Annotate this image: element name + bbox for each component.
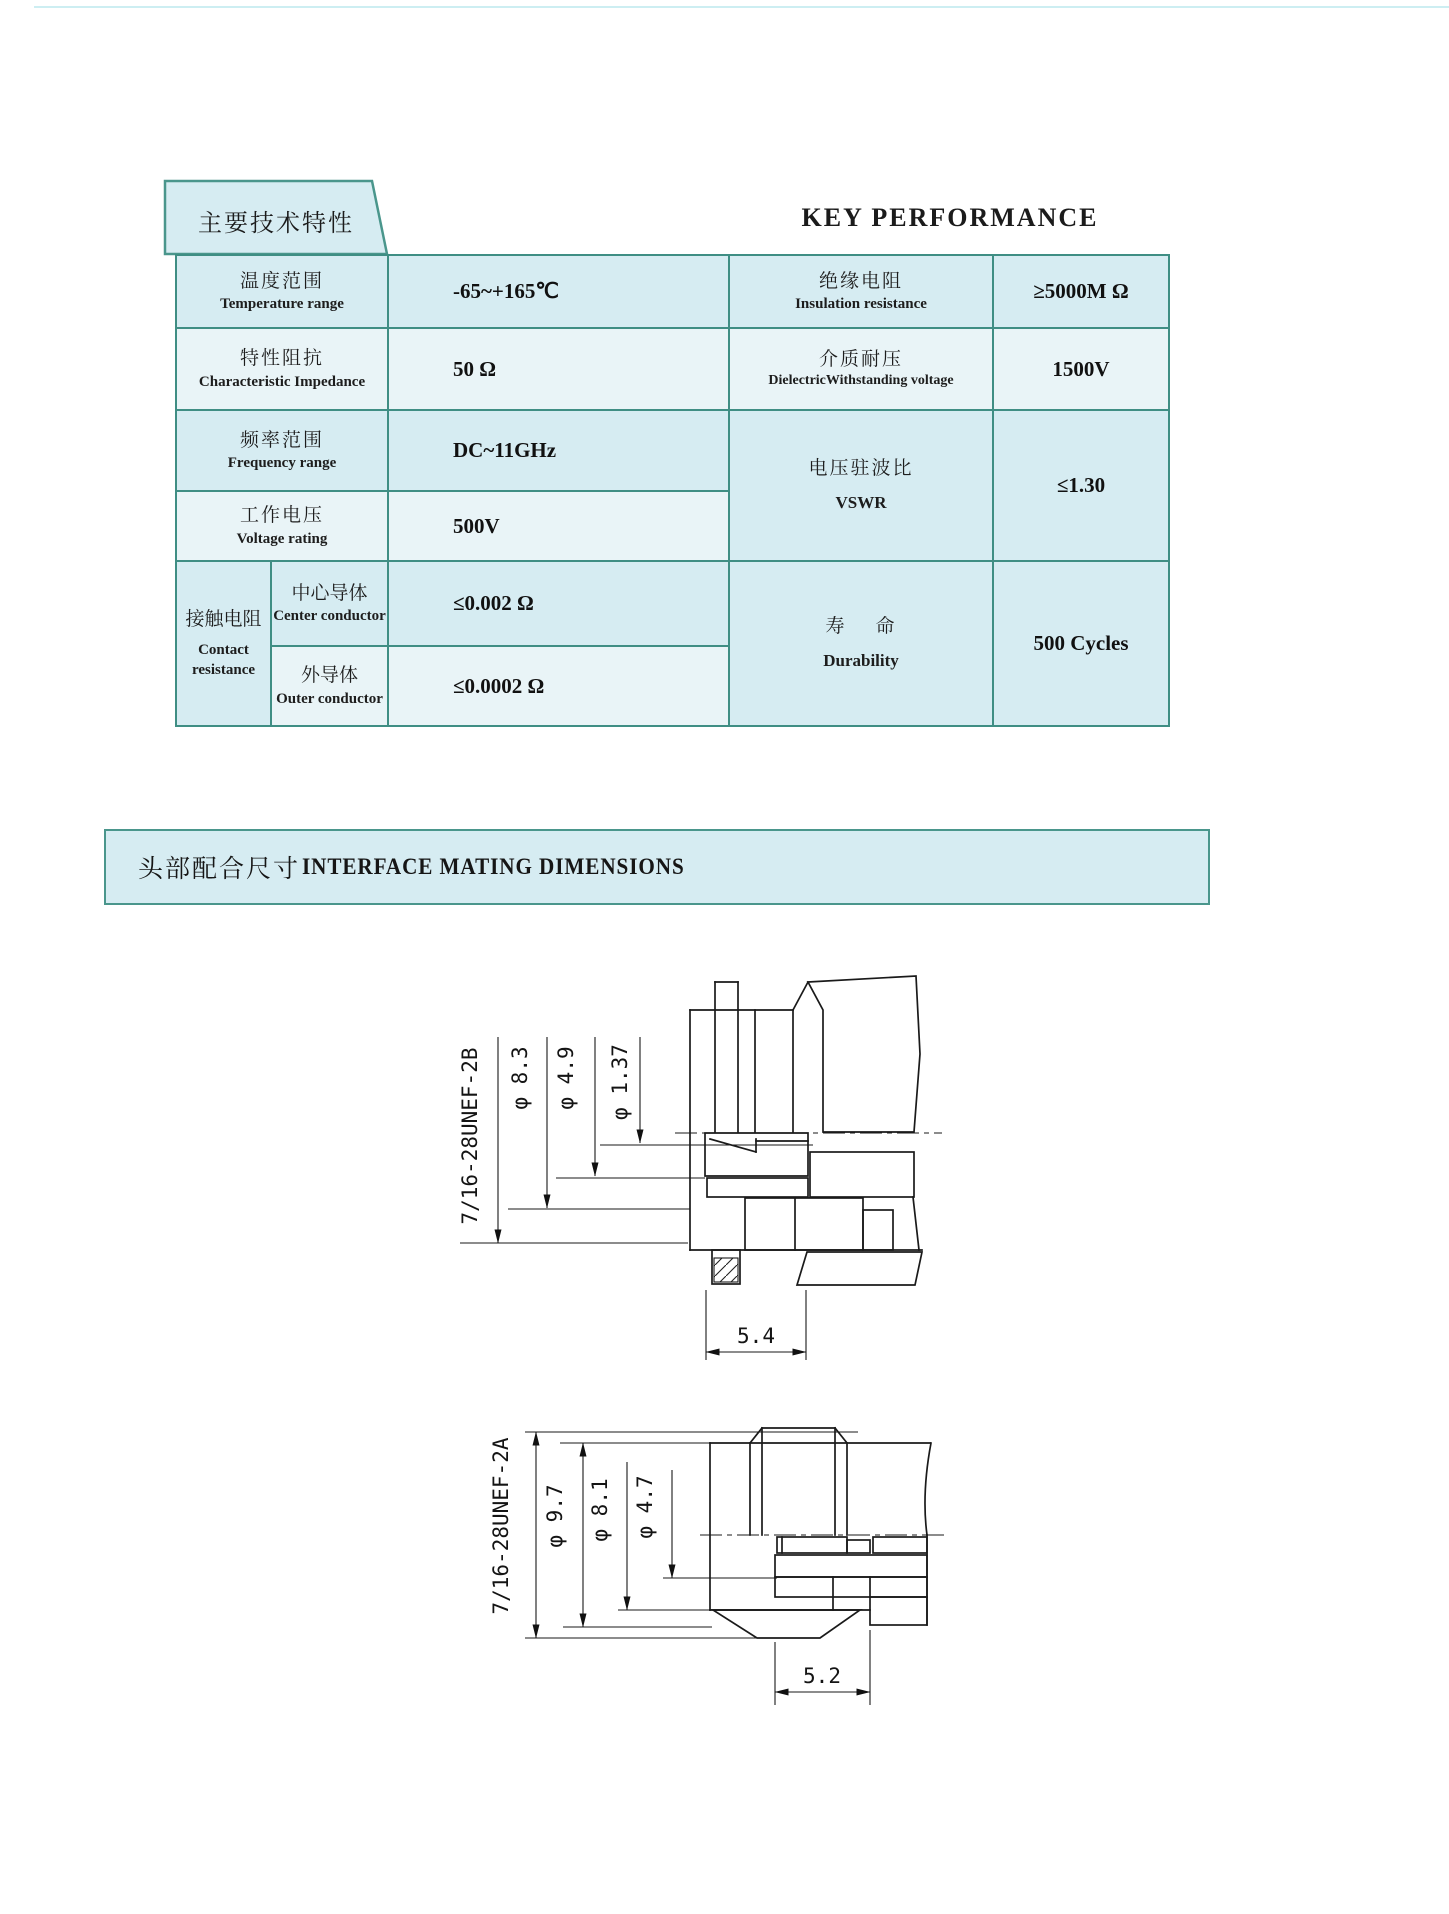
interface-title-en: INTERFACE MATING DIMENSIONS [302,854,685,879]
cell-durability-value [994,562,1168,725]
plug-dia-label-3: φ 4.7 [633,1475,657,1539]
jack-panel-hatch [808,976,920,1132]
voltage-en: Voltage rating [236,530,328,547]
frequency-value: DC~11GHz [453,438,557,462]
frequency-cn: 频率范围 [239,429,324,451]
spec-table [175,254,1170,727]
durability-en: Durability [823,651,899,671]
vswr-en: VSWR [835,493,887,513]
impedance-cn: 特性阻抗 [239,348,324,370]
vswr-cn: 电压驻波比 [808,458,914,480]
jack-dia-label-2: φ 4.9 [554,1046,578,1110]
plug-dimension-lines [525,1432,858,1638]
outer-conductor-cn: 外导体 [300,665,358,687]
jack-bottom-hatch [797,1252,922,1285]
vswr-value: ≤1.30 [1056,473,1106,497]
dielectric-en: DielectricWithstanding voltage [768,373,954,389]
voltage-value: 500V [453,513,500,538]
cell-voltage-value [389,492,730,562]
plug-thread-label: 7/16-28UNEF-2A [489,1437,513,1615]
interface-section-header [104,829,1210,905]
jack-gasket-hatch [707,1178,808,1197]
interface-title-cn: 头部配合尺寸 [138,855,301,883]
outer-conductor-value: ≤0.0002 Ω [453,673,545,698]
jack-dia-label-1: φ 8.3 [508,1046,532,1110]
plug-dia-label-2: φ 8.1 [588,1478,612,1542]
top-rule [34,6,1449,8]
cell-frequency-label [177,411,389,492]
plug-width-label: 5.2 [803,1664,841,1688]
jack-dielectric-hatch [810,1152,914,1197]
jack-figure [458,976,942,1360]
center-conductor-value: ≤0.002 Ω [453,591,534,615]
jack-post-hatch [714,1258,738,1282]
dielectric-cn: 介质耐压 [818,348,903,370]
plug-insulator-hatch [775,1555,927,1577]
cell-impedance-value [389,329,730,411]
durability-cn: 寿 命 [825,616,897,638]
plug-sheath-hatch [870,1597,927,1625]
cell-dielectric-value [994,329,1168,411]
center-conductor-cn: 中心导体 [291,582,368,604]
plug-body [700,1428,945,1638]
cell-center-conductor-label [272,562,389,647]
cell-center-conductor-value [389,562,730,647]
temperature-value: -65~+165℃ [453,279,559,303]
plug-break-line [925,1443,931,1535]
cell-vswr-label [730,411,994,562]
insulation-cn: 绝缘电阻 [818,270,903,292]
insulation-value: ≥5000M Ω [1033,279,1129,303]
plug-bottom-hatch [713,1610,860,1638]
key-performance-title-cn: 主要技术特性 [198,210,354,237]
cell-impedance-label [177,329,389,411]
dielectric-value: 1500V [1052,356,1110,381]
cell-outer-conductor-label [272,647,389,725]
cell-dielectric-label [730,329,994,411]
frequency-en: Frequency range [227,455,337,472]
durability-value: 500 Cycles [1033,631,1129,655]
jack-dia-label-3: φ 1.37 [608,1044,632,1120]
cell-contact-label [177,562,272,725]
temperature-cn: 温度范围 [239,270,324,292]
cell-outer-conductor-value [389,647,730,725]
insulation-en: Insulation resistance [795,296,927,313]
jack-insulator-hatch [863,1210,893,1250]
jack-width-dimension [706,1290,806,1360]
interface-drawings [350,930,1010,1810]
jack-width-label: 5.4 [737,1324,775,1348]
plug-width-dimension [775,1630,870,1705]
cell-insulation-label [730,256,994,329]
cell-temperature-value [389,256,730,329]
impedance-value: 50 Ω [453,356,497,381]
jack-thread-label: 7/16-28UNEF-2B [458,1047,482,1225]
plug-cable-hatch [873,1537,927,1553]
outer-conductor-en: Outer conductor [276,690,383,707]
cell-insulation-value [994,256,1168,329]
contact-cn: 接触电阻 [185,608,262,630]
contact-en-line1: Contact [198,642,249,659]
plug-figure [489,1428,945,1705]
contact-en-line2: resistance [191,662,256,679]
key-performance-title-en: KEY PERFORMANCE [801,203,1099,232]
impedance-en: Characteristic Impedance [198,373,366,390]
cell-vswr-value [994,411,1168,562]
cell-voltage-label [177,492,389,562]
voltage-cn: 工作电压 [239,505,324,527]
plug-dia-label-1: φ 9.7 [543,1484,567,1548]
temperature-en: Temperature range [220,296,344,313]
cell-durability-label [730,562,994,725]
cell-temperature-label [177,256,389,329]
center-conductor-en: Center conductor [273,608,386,625]
jack-body [675,976,942,1285]
cell-frequency-value [389,411,730,492]
